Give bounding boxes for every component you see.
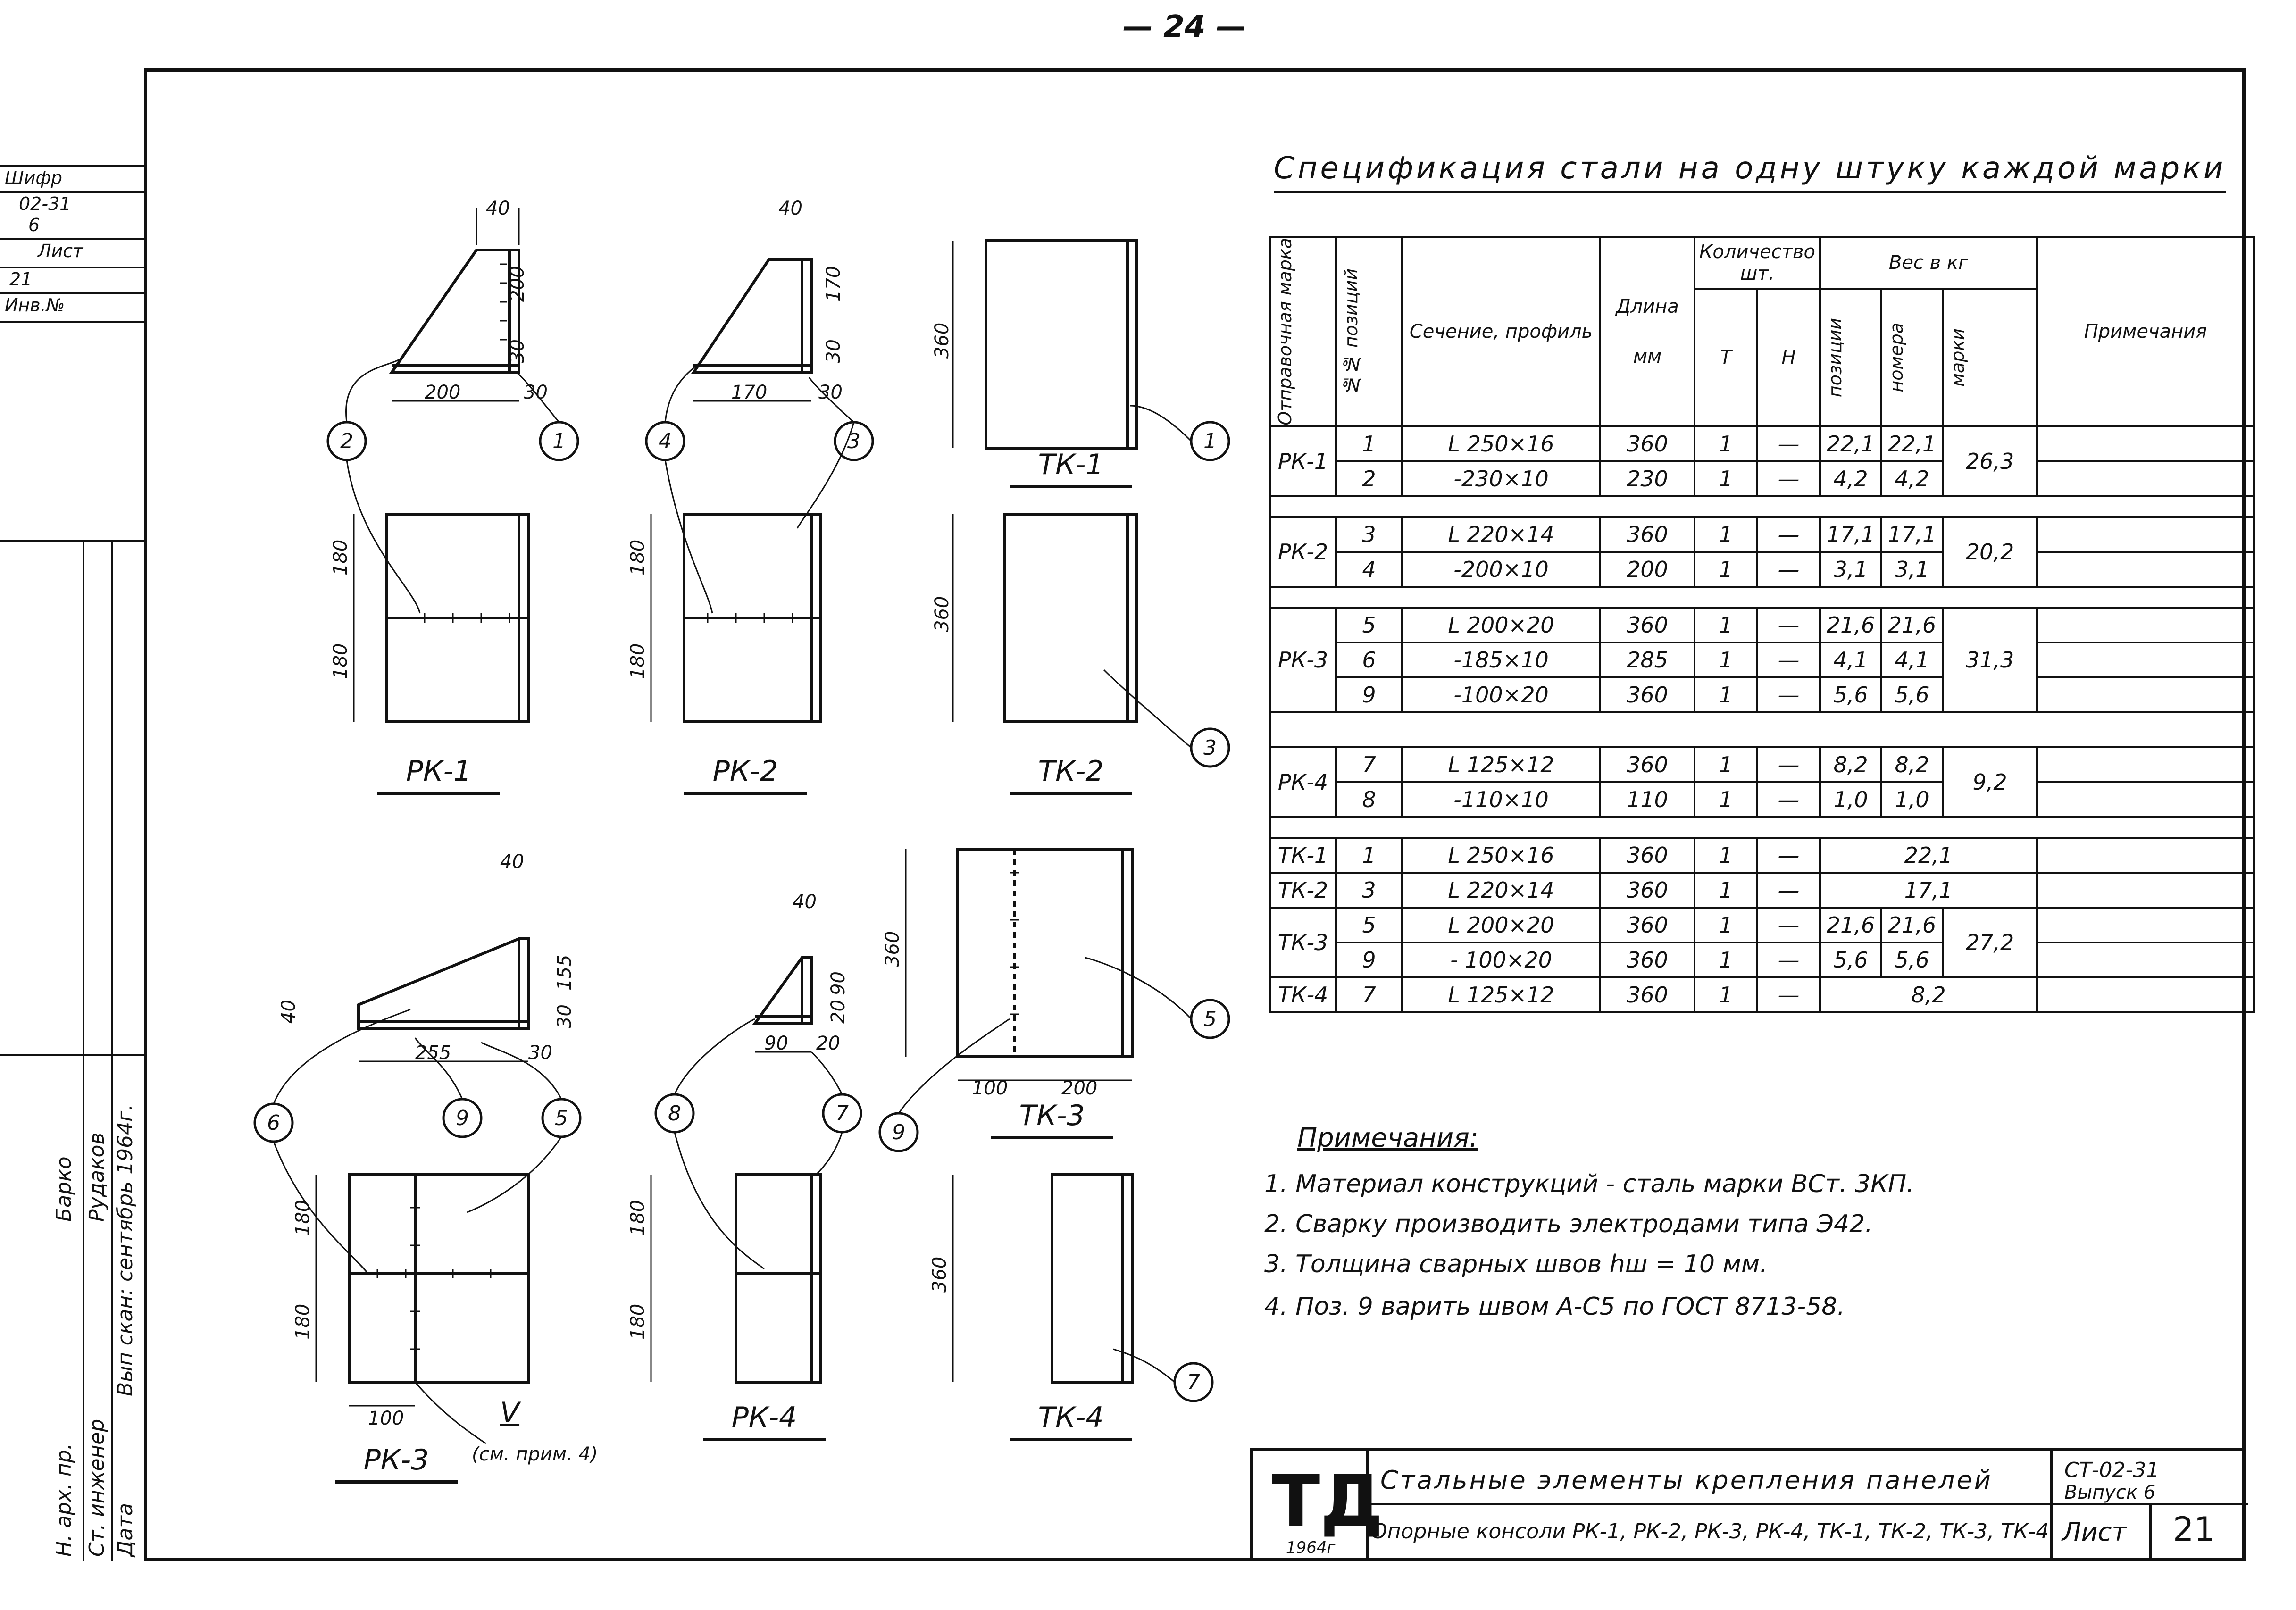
weld-symbol: V (500, 1396, 520, 1429)
signature-row: Дата (113, 1503, 137, 1557)
title-line-2: Опорные консоли РК-1, РК-2, РК-3, РК-4, ТК-1, ТК-2, ТК-3, ТК-4 (1371, 1519, 2049, 1543)
spec-title: Спецификация стали на одну штуку каждой марки (1274, 151, 2226, 193)
col-header-weight: Вес в кг (1820, 237, 2037, 289)
callout-label: 6 (267, 1111, 280, 1135)
cell-section: -200×10 (1402, 552, 1600, 587)
strip-cell: 21 (9, 269, 33, 290)
cell-wpos: 17,1 (1820, 517, 1881, 552)
length-unit: мм (1633, 345, 1662, 367)
dim-text: 155 (554, 954, 576, 991)
signature-row: Ст. инженер (85, 1418, 109, 1557)
cell-wpos: 8,2 (1820, 747, 1881, 782)
dim-text: 255 (415, 1042, 451, 1064)
dim-text: 200 (1061, 1077, 1098, 1099)
dim-text: 40 (278, 1000, 300, 1024)
dim-text: 360 (882, 931, 903, 967)
cell-n: — (1757, 908, 1820, 943)
col-header-mark: Отправочная марка (1275, 238, 1295, 425)
col-header-w-mark: марки (1947, 328, 1969, 387)
cell-t: 1 (1695, 782, 1757, 817)
cell-wnum: 1,0 (1881, 782, 1943, 817)
cell-weight: 8,2 (1820, 977, 2037, 1012)
cell-wpos: 4,2 (1820, 461, 1881, 496)
signature-row: Н. арх. пр. (52, 1443, 76, 1557)
dim-text: 180 (627, 1200, 649, 1236)
cell-t: 1 (1695, 677, 1757, 712)
drawing-label-rk2: РК-2 (684, 755, 807, 795)
col-header-pos: №№ позиций (1341, 268, 1361, 395)
cell-wpos: 5,6 (1820, 943, 1881, 977)
dim-text: 40 (486, 198, 510, 219)
cell-pos: 3 (1336, 517, 1402, 552)
tk2-view (1005, 514, 1137, 722)
cell-t: 1 (1695, 908, 1757, 943)
cell-section: L 220×14 (1402, 517, 1600, 552)
dim-text: 30 (524, 382, 548, 403)
doc-code: СТ-02-31 (2064, 1458, 2160, 1482)
callout-label: 3 (1203, 736, 1217, 760)
cell-pos: 5 (1336, 608, 1402, 642)
dim-text: 170 (731, 382, 768, 403)
strip-cell: Лист (38, 241, 83, 261)
dim-text: 360 (931, 596, 953, 632)
cell-n: — (1757, 461, 1820, 496)
cell-wmark: 20,2 (1943, 517, 2037, 587)
col-header-qty: Количество шт. (1695, 237, 1820, 289)
cell-t: 1 (1695, 552, 1757, 587)
cell-section: L 250×16 (1402, 838, 1600, 873)
strip-cell: Шифр (5, 167, 62, 188)
cell-length: 360 (1600, 677, 1695, 712)
cell-mark: ТК-4 (1270, 977, 1336, 1012)
cell-mark: ТК-3 (1270, 908, 1336, 977)
note-item: 2. Сварку производить электродами типа Э42. (1264, 1210, 1873, 1238)
cell-mark: РК-2 (1270, 517, 1336, 587)
td-logo: ТД (1272, 1460, 1383, 1543)
cell-section: L 200×20 (1402, 608, 1600, 642)
dim-text: 200 (425, 382, 461, 403)
cell-length: 360 (1600, 943, 1695, 977)
signer-name: Рудаков (85, 1132, 109, 1222)
strip-cell: Инв.№ (5, 295, 65, 316)
callout-label: 2 (340, 429, 353, 453)
rk2-side-view (693, 259, 811, 373)
dim-text: 30 (507, 339, 528, 363)
cell-t: 1 (1695, 747, 1757, 782)
callout-label: 8 (668, 1101, 681, 1126)
drawing-label-rk4: РК-4 (703, 1401, 826, 1441)
dim-text: 30 (528, 1042, 552, 1064)
cell-t: 1 (1695, 977, 1757, 1012)
sheet-number: 21 (2173, 1510, 2215, 1549)
cell-n: — (1757, 642, 1820, 677)
cell-wnum: 3,1 (1881, 552, 1943, 587)
dim-text: 40 (793, 891, 817, 913)
callout-label: 7 (835, 1101, 849, 1126)
cell-section: L 125×12 (1402, 977, 1600, 1012)
cell-wnum: 5,6 (1881, 943, 1943, 977)
rk1-side-view (392, 208, 519, 401)
dim-text: 40 (500, 851, 524, 873)
dim-text: 20 (816, 1033, 840, 1054)
cell-length: 230 (1600, 461, 1695, 496)
cell-n: — (1757, 552, 1820, 587)
cell-wpos: 22,1 (1820, 426, 1881, 461)
cell-section: L 125×12 (1402, 747, 1600, 782)
strip-cell: 6 (28, 215, 40, 235)
cell-length: 285 (1600, 642, 1695, 677)
dim-text: 90 (827, 971, 849, 995)
dim-text: 90 (764, 1033, 788, 1054)
cell-t: 1 (1695, 517, 1757, 552)
callout-label: 1 (552, 429, 566, 453)
cell-length: 360 (1600, 838, 1695, 873)
cell-t: 1 (1695, 943, 1757, 977)
cell-section: L 220×14 (1402, 873, 1600, 908)
cell-length: 360 (1600, 517, 1695, 552)
cell-t: 1 (1695, 461, 1757, 496)
col-header-qty-n: Н (1757, 289, 1820, 426)
cell-mark: РК-1 (1270, 426, 1336, 496)
rk3-side-view (359, 939, 528, 1028)
drawing-label-tk2: ТК-2 (1010, 755, 1132, 795)
cell-pos: 4 (1336, 552, 1402, 587)
strip-cell: 02-31 (19, 193, 71, 214)
callout-label: 7 (1187, 1370, 1200, 1394)
rk3-plan-view (349, 1175, 528, 1382)
cell-length: 360 (1600, 873, 1695, 908)
cell-length: 360 (1600, 608, 1695, 642)
cell-wnum: 17,1 (1881, 517, 1943, 552)
cell-n: — (1757, 677, 1820, 712)
callout-label: 9 (456, 1106, 469, 1130)
cell-pos: 9 (1336, 677, 1402, 712)
title-year: 1964г (1286, 1538, 1336, 1557)
length-label: Длина (1616, 295, 1679, 317)
cell-length: 360 (1600, 426, 1695, 461)
cell-section: - 100×20 (1402, 943, 1600, 977)
cell-section: L 250×16 (1402, 426, 1600, 461)
dim-text: 360 (931, 322, 953, 359)
cell-wnum: 21,6 (1881, 908, 1943, 943)
cell-wpos: 3,1 (1820, 552, 1881, 587)
col-header-qty-t: Т (1695, 289, 1757, 426)
cell-pos: 5 (1336, 908, 1402, 943)
cell-wpos: 21,6 (1820, 608, 1881, 642)
signer-name: Барко (52, 1156, 76, 1222)
page-number: — 24 — (1123, 9, 1246, 44)
cell-wmark: 26,3 (1943, 426, 2037, 496)
dim-text: 170 (823, 266, 844, 302)
title-line-1: Стальные элементы крепления панелей (1380, 1465, 1993, 1495)
cell-wnum: 4,2 (1881, 461, 1943, 496)
dim-text: 180 (627, 643, 649, 679)
cell-mark: РК-3 (1270, 608, 1336, 712)
cell-mark: РК-4 (1270, 747, 1336, 817)
cell-weight: 22,1 (1820, 838, 2037, 873)
dim-text: 100 (368, 1408, 404, 1429)
cell-wnum: 8,2 (1881, 747, 1943, 782)
cell-pos: 6 (1336, 642, 1402, 677)
cell-section: -110×10 (1402, 782, 1600, 817)
cell-section: -185×10 (1402, 642, 1600, 677)
cell-section: -100×20 (1402, 677, 1600, 712)
cell-length: 110 (1600, 782, 1695, 817)
tk3-view (958, 849, 1132, 1057)
cell-mark: ТК-1 (1270, 838, 1336, 873)
cell-n: — (1757, 873, 1820, 908)
note-item: 1. Материал конструкций - сталь марки ВСт. 3КП. (1264, 1170, 1914, 1198)
cell-length: 360 (1600, 977, 1695, 1012)
cell-pos: 7 (1336, 747, 1402, 782)
rk4-plan-view (736, 1175, 821, 1382)
cell-t: 1 (1695, 642, 1757, 677)
dim-text: 180 (627, 1303, 649, 1340)
cell-pos: 1 (1336, 426, 1402, 461)
callout-label: 5 (555, 1106, 568, 1130)
cell-length: 360 (1600, 908, 1695, 943)
doc-issue: Выпуск 6 (2064, 1482, 2156, 1503)
drawing-label-tk1: ТК-1 (1010, 448, 1132, 488)
drawing-label-rk1: РК-1 (377, 755, 500, 795)
drawing-label-tk4: ТК-4 (1010, 1401, 1132, 1441)
cell-wnum: 5,6 (1881, 677, 1943, 712)
cell-t: 1 (1695, 873, 1757, 908)
col-header-length (1600, 237, 1695, 426)
callout-label: 5 (1203, 1007, 1217, 1031)
cell-weight: 17,1 (1820, 873, 2037, 908)
tk1-view (986, 241, 1137, 448)
callout-label: 3 (847, 429, 860, 453)
cell-wpos: 4,1 (1820, 642, 1881, 677)
cell-length: 200 (1600, 552, 1695, 587)
note-item: 4. Поз. 9 варить швом А-С5 по ГОСТ 8713-58. (1264, 1293, 1845, 1321)
cell-pos: 8 (1336, 782, 1402, 817)
cell-section: -230×10 (1402, 461, 1600, 496)
dim-text: 180 (292, 1303, 314, 1340)
cell-section: L 200×20 (1402, 908, 1600, 943)
cell-wmark: 9,2 (1943, 747, 2037, 817)
cell-wpos: 21,6 (1820, 908, 1881, 943)
dim-text: 30 (823, 339, 844, 363)
note-item: 3. Толщина сварных швов hш = 10 мм. (1264, 1250, 1768, 1278)
cell-wnum: 21,6 (1881, 608, 1943, 642)
dim-text: 200 (507, 266, 528, 302)
cell-n: — (1757, 782, 1820, 817)
cell-length: 360 (1600, 747, 1695, 782)
cell-wmark: 31,3 (1943, 608, 2037, 712)
cell-pos: 2 (1336, 461, 1402, 496)
cell-t: 1 (1695, 838, 1757, 873)
spec-table (1269, 236, 2255, 1013)
cell-wpos: 5,6 (1820, 677, 1881, 712)
dim-text: 180 (330, 643, 351, 679)
cell-n: — (1757, 943, 1820, 977)
cell-wmark: 27,2 (1943, 908, 2037, 977)
weld-note-ref: (см. прим. 4) (472, 1443, 598, 1465)
cell-n: — (1757, 426, 1820, 461)
dim-text: 180 (627, 539, 649, 576)
dim-text: 30 (554, 1004, 576, 1028)
dim-text: 100 (972, 1077, 1008, 1099)
dim-text: 180 (330, 539, 351, 576)
title-block (1250, 1448, 2246, 1561)
cell-wnum: 22,1 (1881, 426, 1943, 461)
callout-label: 4 (659, 429, 672, 453)
dim-text: 360 (929, 1256, 951, 1293)
cell-pos: 3 (1336, 873, 1402, 908)
cell-pos: 7 (1336, 977, 1402, 1012)
cell-n: — (1757, 517, 1820, 552)
dim-text: 20 (827, 1000, 849, 1024)
drawing-label-rk3: РК-3 (335, 1443, 458, 1484)
callout-label: 9 (892, 1120, 905, 1144)
cell-t: 1 (1695, 608, 1757, 642)
cell-pos: 1 (1336, 838, 1402, 873)
cell-n: — (1757, 747, 1820, 782)
dim-text: 40 (778, 198, 802, 219)
col-header-w-pos: позиции (1825, 318, 1846, 398)
cell-pos: 9 (1336, 943, 1402, 977)
sheet-label: Лист (2062, 1517, 2127, 1547)
notes-title: Примечания: (1297, 1123, 1478, 1153)
col-header-w-num: номера (1886, 323, 1907, 392)
col-header-notes: Примечания (2037, 237, 2254, 426)
cell-n: — (1757, 608, 1820, 642)
callout-label: 1 (1203, 429, 1217, 453)
dim-text: 30 (818, 382, 843, 403)
cell-wnum: 4,1 (1881, 642, 1943, 677)
cell-n: — (1757, 977, 1820, 1012)
cell-wpos: 1,0 (1820, 782, 1881, 817)
cell-t: 1 (1695, 426, 1757, 461)
col-header-section: Сечение, профиль (1402, 237, 1600, 426)
dim-text: 180 (292, 1200, 314, 1236)
date-cell: Вып скан: сентябрь 1964г. (113, 1104, 137, 1396)
cell-mark: ТК-2 (1270, 873, 1336, 908)
cell-n: — (1757, 838, 1820, 873)
drawing-label-tk3: ТК-3 (991, 1099, 1113, 1139)
